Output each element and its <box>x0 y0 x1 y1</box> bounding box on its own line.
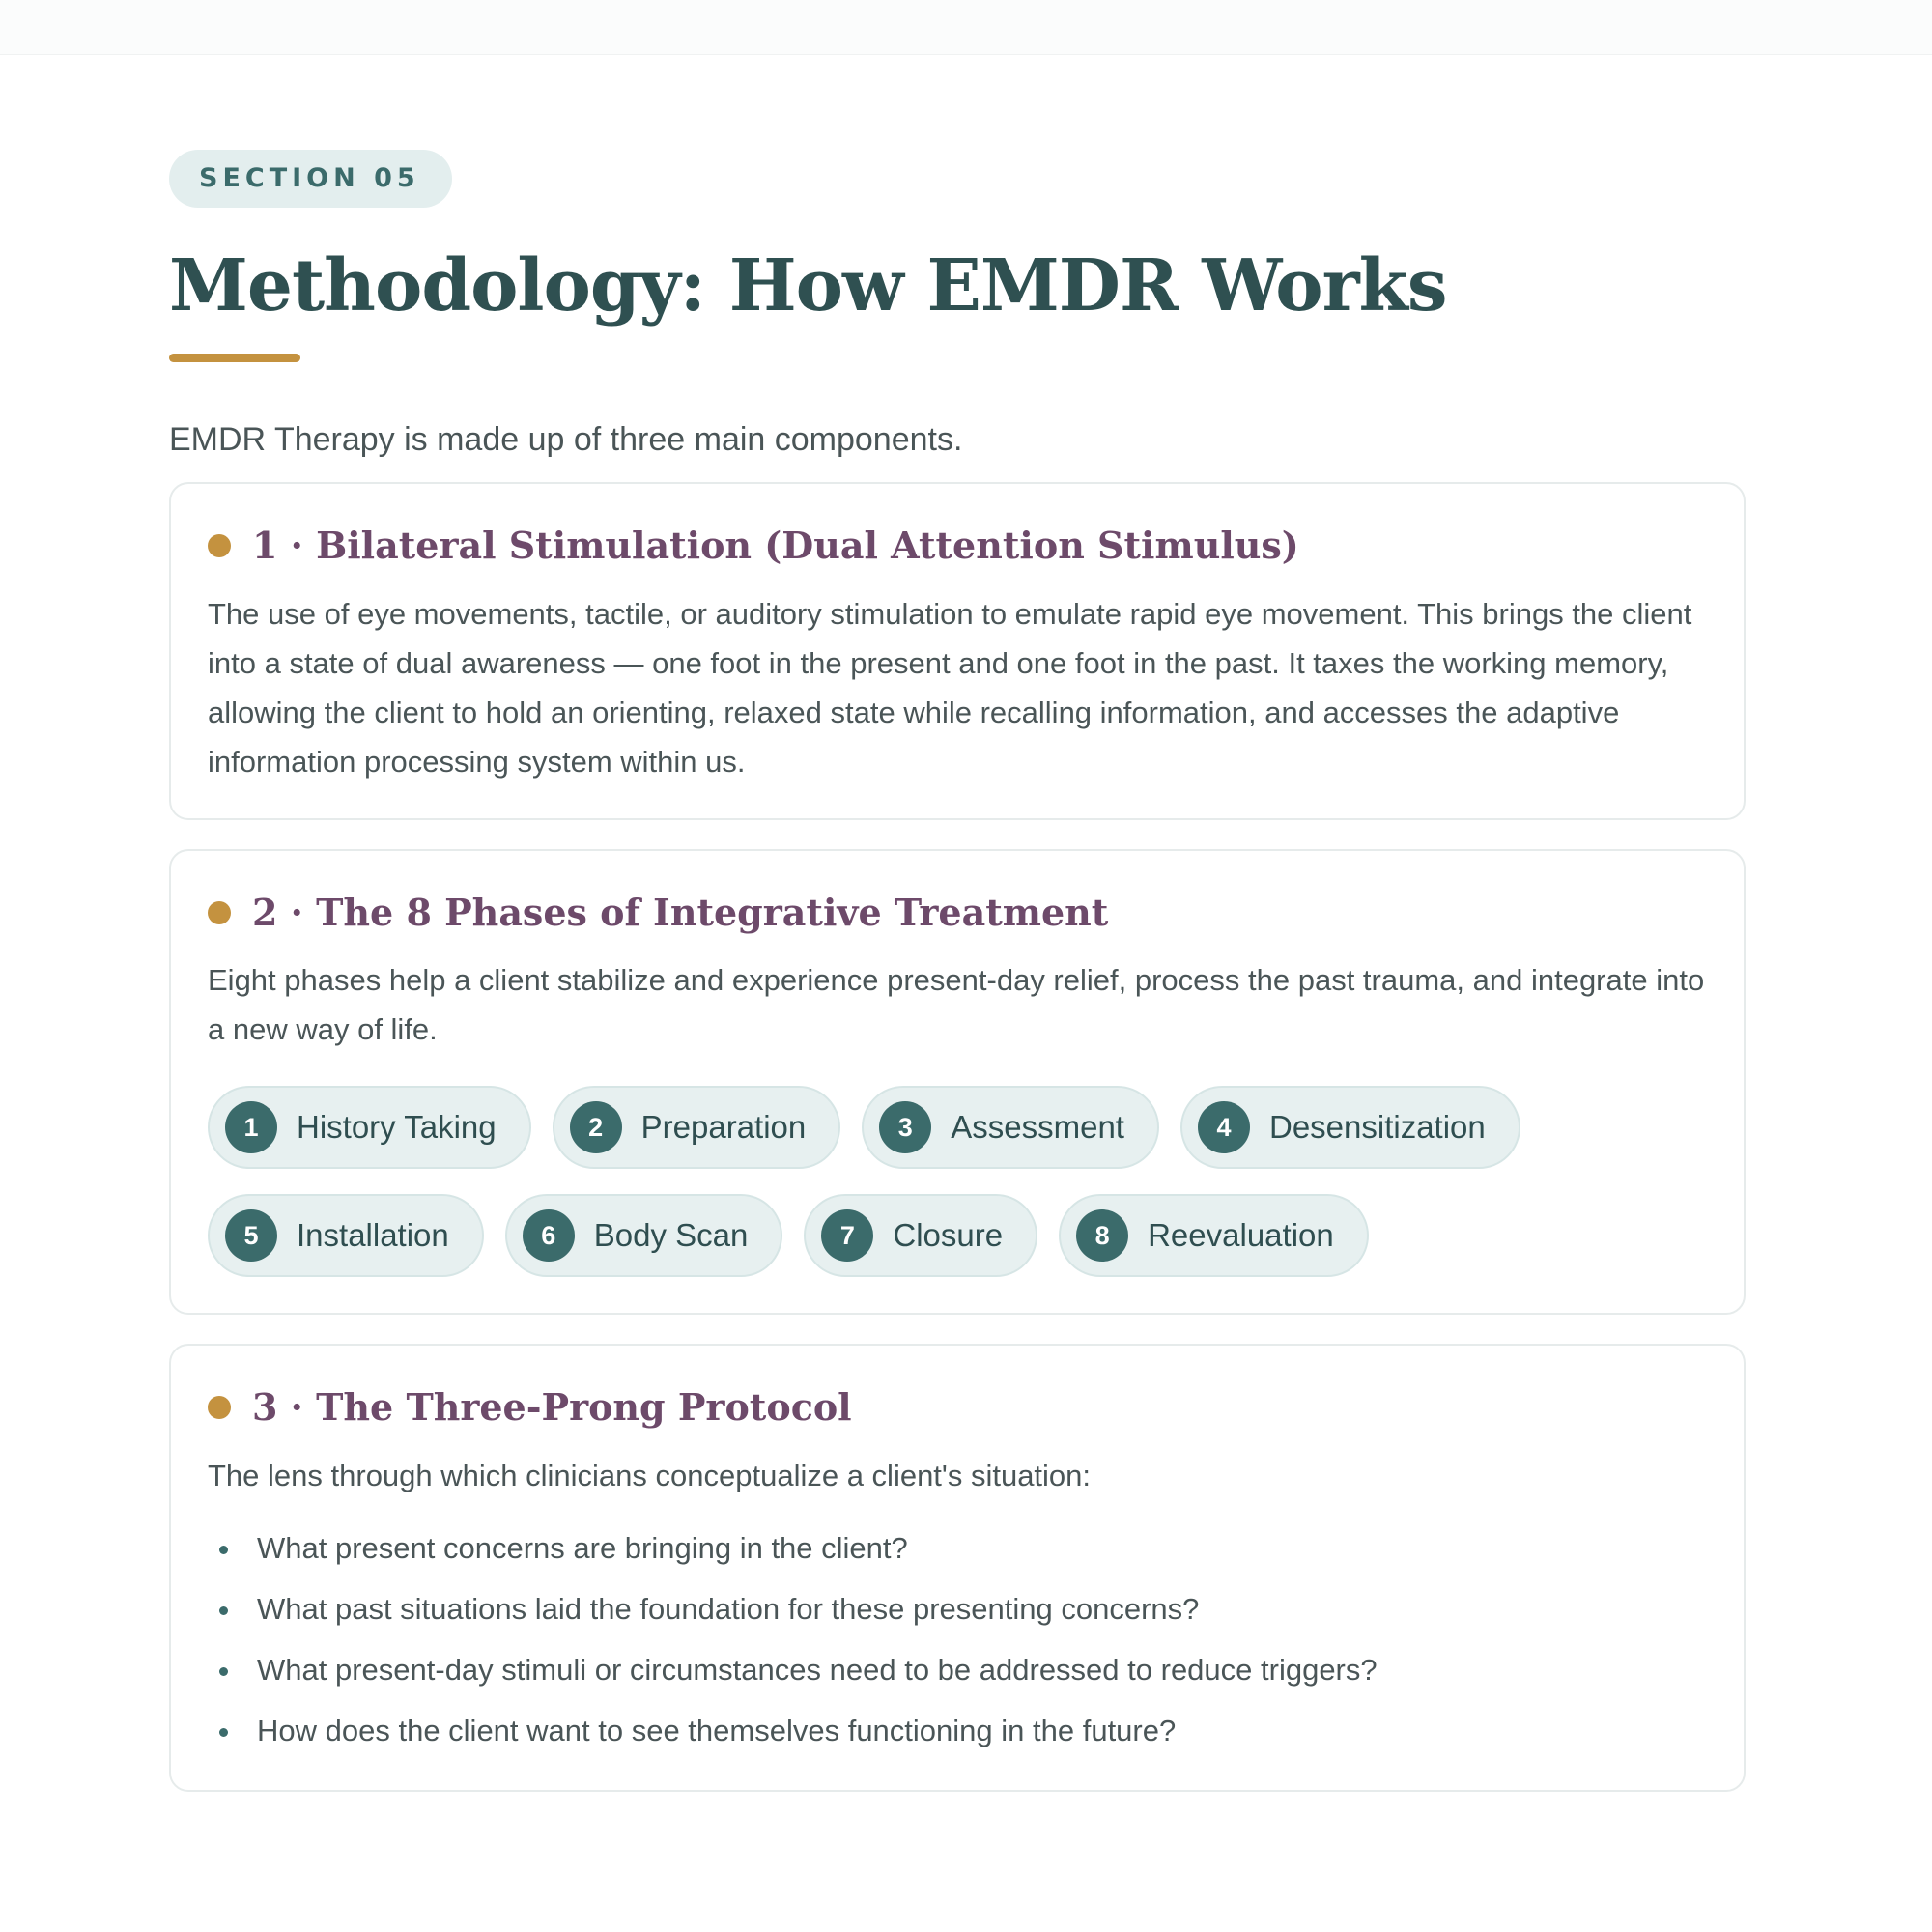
phase-number-badge: 3 <box>879 1101 931 1153</box>
bullet-dot-icon <box>208 534 231 557</box>
card-body-text: The lens through which clinicians conceptualize a client's situation: <box>208 1459 1092 1492</box>
card-body-text: The use of eye movements, tactile, or auditory stimulation to emulate rapid eye movement. This brings the client into a state of dual awareness — one foot in the present and one foot in the past. It taxes the working memory, allowing the client to hold an orienting, relaxed state while recalling information, and accesses the adaptive information processing system within us. <box>208 597 1692 779</box>
phase-pill-closure <box>804 1194 1037 1277</box>
list-item: What present-day stimuli or circumstances need to be addressed to reduce triggers? <box>208 1649 1378 1710</box>
card-eight-phases <box>169 849 1746 1315</box>
phase-pill-assessment <box>862 1086 1159 1169</box>
card-three-prong-protocol <box>169 1344 1746 1792</box>
question-list <box>208 1527 1378 1771</box>
phase-number-badge: 2 <box>570 1101 622 1153</box>
bullet-dot-icon <box>208 901 231 924</box>
card-title: 2 · The 8 Phases of Integrative Treatment <box>252 891 1109 934</box>
list-item: What past situations laid the foundation for these presenting concerns? <box>208 1588 1378 1649</box>
list-item: How does the client want to see themselves functioning in the future? <box>208 1710 1378 1771</box>
title-underline <box>169 354 300 362</box>
phase-pill-installation <box>208 1194 484 1277</box>
card-title: 1 · Bilateral Stimulation (Dual Attention Stimulus) <box>252 524 1299 567</box>
card-heading <box>208 890 1108 936</box>
phase-pill-desensitization <box>1180 1086 1520 1169</box>
phase-pill-history-taking <box>208 1086 531 1169</box>
phase-label: Installation <box>297 1217 449 1253</box>
phase-number-badge: 1 <box>225 1101 277 1153</box>
bullet-dot-icon <box>208 1396 231 1419</box>
section-eyebrow-badge: SECTION 05 <box>169 150 452 208</box>
phase-label: Reevaluation <box>1148 1217 1334 1253</box>
card-title: 3 · The Three-Prong Protocol <box>252 1385 852 1429</box>
phase-label: Body Scan <box>593 1217 749 1253</box>
phase-label: Desensitization <box>1268 1109 1486 1145</box>
phase-number-badge: 8 <box>1076 1209 1128 1262</box>
phase-row-2 <box>208 1194 1369 1277</box>
intro-text: EMDR Therapy is made up of three main components. <box>169 421 963 458</box>
phase-pill-preparation <box>553 1086 841 1169</box>
phase-pill-reevaluation <box>1059 1194 1369 1277</box>
methodology-section <box>169 150 1749 1747</box>
card-heading <box>208 1384 852 1431</box>
phase-pill-body-scan <box>505 1194 783 1277</box>
phase-number-badge: 4 <box>1198 1101 1250 1153</box>
phase-label: Preparation <box>640 1109 807 1145</box>
page-title: Methodology: How EMDR Works <box>169 244 1447 327</box>
card-heading <box>208 523 1299 569</box>
list-item: What present concerns are bringing in the client? <box>208 1527 1378 1588</box>
phase-row-1 <box>208 1086 1520 1169</box>
card-body-text: Eight phases help a client stabilize and experience present-day relief, process the past trauma, and integrate into a new way of life. <box>208 963 1705 1046</box>
phase-number-badge: 5 <box>225 1209 277 1262</box>
phase-number-badge: 7 <box>821 1209 873 1262</box>
phase-number-badge: 6 <box>523 1209 575 1262</box>
phase-label: Closure <box>893 1217 1004 1253</box>
top-band <box>0 0 1932 55</box>
card-bilateral-stimulation <box>169 482 1746 820</box>
phase-label: History Taking <box>297 1109 497 1145</box>
phase-label: Assessment <box>951 1109 1124 1145</box>
